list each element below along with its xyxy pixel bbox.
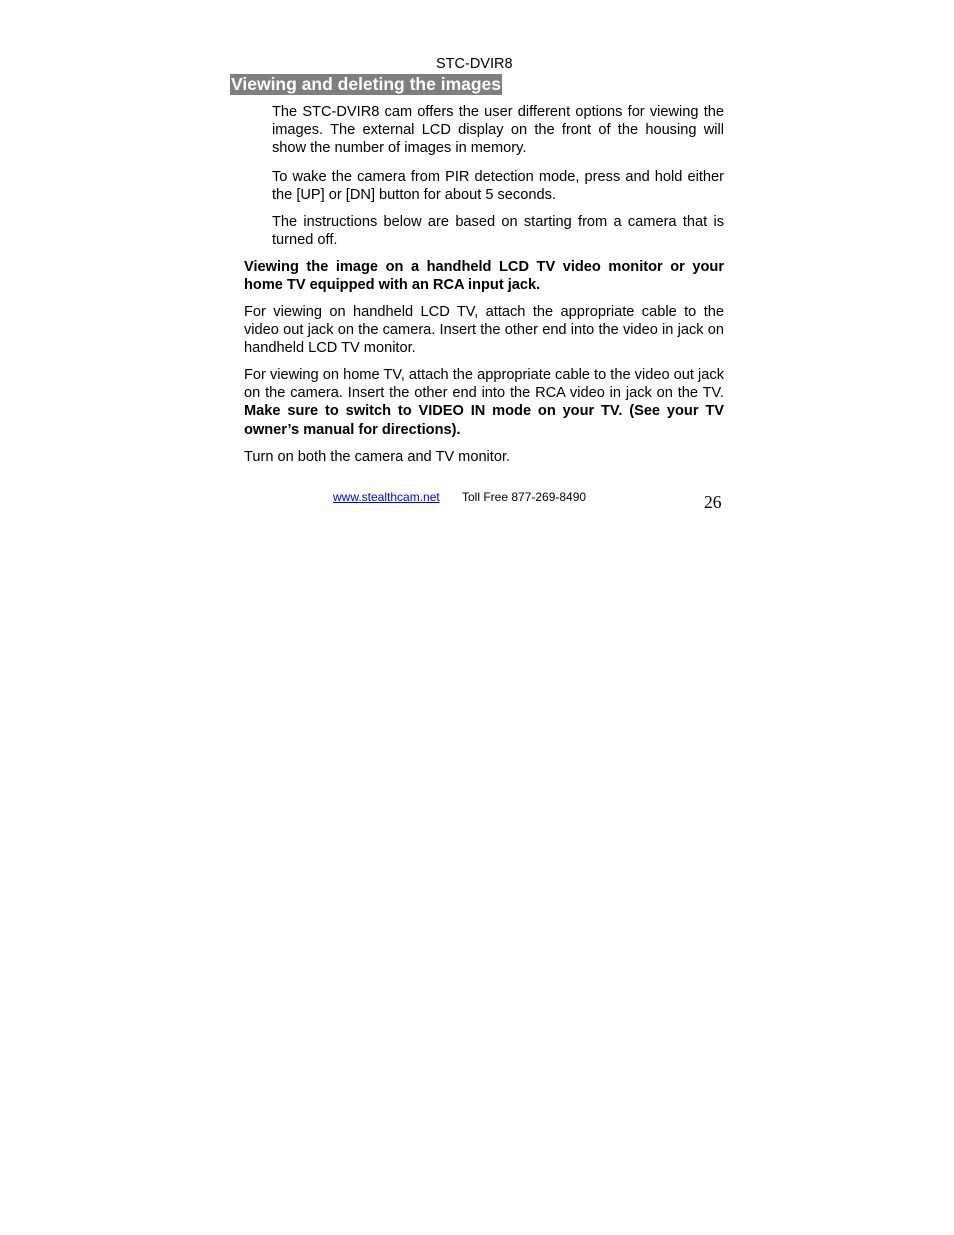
intro-paragraph-2: To wake the camera from PIR detection mode, press and hold either the [UP] or [DN] button for about 5 seconds. xyxy=(272,169,724,204)
subheading: Viewing the image on a handheld LCD TV video monitor or your home TV equipped with an RCA input jack. xyxy=(244,259,724,294)
body-paragraph-3: Turn on both the camera and TV monitor. xyxy=(244,449,511,465)
toll-free-phone: Toll Free 877-269-8490 xyxy=(462,490,587,504)
body-paragraph-2-emphasis: Make sure to switch to VIDEO IN mode on your TV. (See your TV owner’s manual for directions). xyxy=(244,403,724,438)
section-title: Viewing and deleting the images xyxy=(231,74,502,94)
model-header: STC-DVIR8 xyxy=(436,56,513,72)
body-paragraph-2-text: For viewing on home TV, attach the appropriate cable to the video out jack on the camera. Insert the other end into the RCA video in jack on the TV. xyxy=(244,367,724,402)
page-number: 26 xyxy=(704,492,722,512)
website-link[interactable]: www.stealthcam.net xyxy=(333,490,440,504)
body-paragraph-2 xyxy=(244,366,724,439)
body-paragraph-1: For viewing on handheld LCD TV, attach the appropriate cable to the video out jack on the camera. Insert the other end into the video in jack on handheld LCD TV monitor. xyxy=(244,304,724,357)
intro-paragraph-1: The STC-DVIR8 cam offers the user different options for viewing the images. The external LCD display on the front of the housing will show the number of images in memory. xyxy=(272,104,724,157)
intro-paragraph-3: The instructions below are based on starting from a camera that is turned off. xyxy=(272,214,724,249)
